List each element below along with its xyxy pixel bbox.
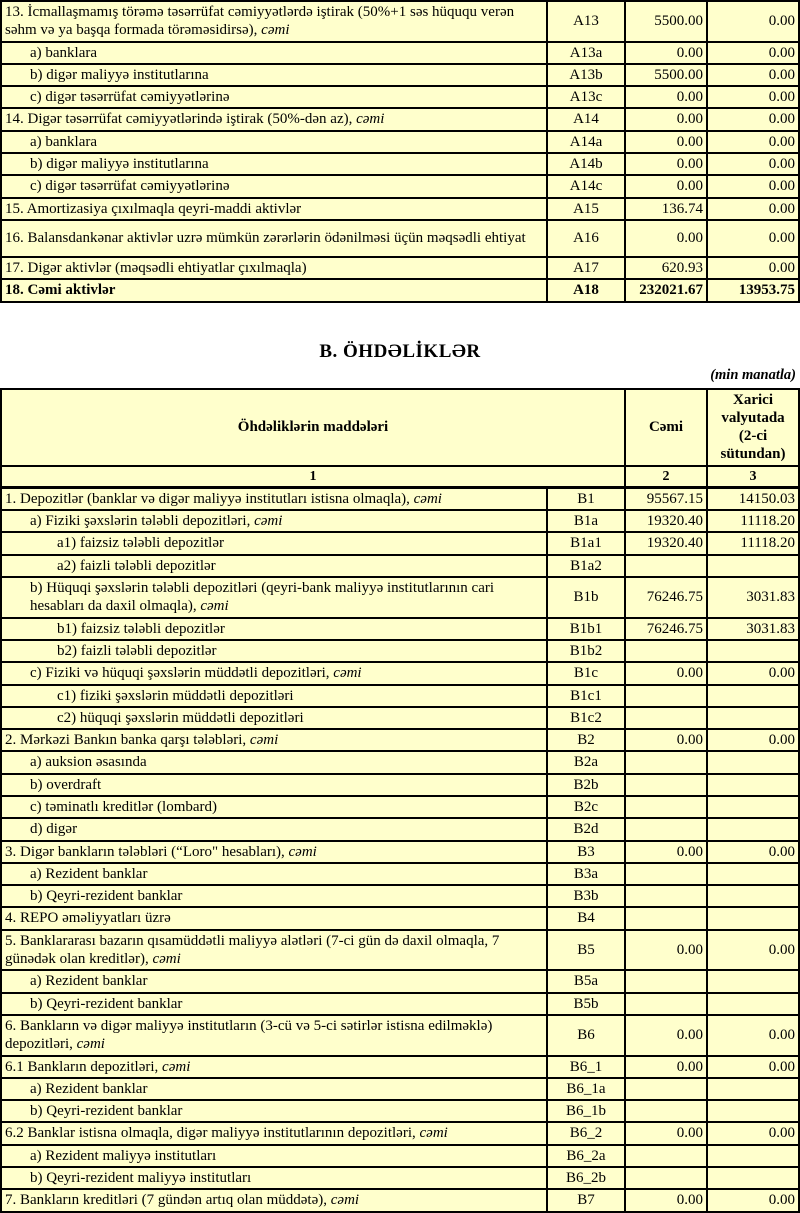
fx-value-cell: 0.00 <box>707 86 799 108</box>
item-code-cell: B6_2a <box>547 1145 625 1167</box>
item-label-italic-suffix: cəmi <box>254 513 283 530</box>
item-code-cell: A14c <box>547 175 625 197</box>
column-number-2: 2 <box>625 466 707 488</box>
item-label-italic-suffix: cəmi <box>419 1125 448 1142</box>
fx-value-cell: 0.00 <box>707 153 799 175</box>
table-row <box>1 532 799 554</box>
total-value-cell <box>625 685 707 707</box>
table-row <box>1 662 799 684</box>
fx-value-cell: 0.00 <box>707 729 799 751</box>
total-value-cell: 0.00 <box>625 729 707 751</box>
liabilities-table-body <box>1 487 799 1211</box>
item-label-cell: 6.1 Bankların depozitləri, cəmi <box>1 1056 547 1078</box>
table-row <box>1 1 799 42</box>
fx-value-cell <box>707 774 799 796</box>
item-label-cell: a) Rezident banklar <box>1 970 547 992</box>
item-code-cell: A14a <box>547 131 625 153</box>
item-code-cell: A16 <box>547 220 625 257</box>
table-row <box>1 86 799 108</box>
fx-value-cell: 0.00 <box>707 42 799 64</box>
fx-value-cell <box>707 640 799 662</box>
column-number-3: 3 <box>707 466 799 488</box>
fx-value-cell <box>707 907 799 929</box>
header-fx-label: Xarici valyutada (2-ci sütundan) <box>707 389 799 466</box>
item-code-cell: B1a <box>547 510 625 532</box>
fx-value-cell <box>707 818 799 840</box>
item-label-cell: 17. Digər aktivlər (məqsədli ehtiyatlar çıxılmaqla) <box>1 257 547 279</box>
item-label-italic-suffix: cəmi <box>330 1192 360 1209</box>
item-code-cell: B1 <box>547 487 625 510</box>
item-code-cell: B1c1 <box>547 685 625 707</box>
fx-value-cell <box>707 1100 799 1122</box>
total-value-cell: 0.00 <box>625 108 707 130</box>
table-row <box>1 907 799 929</box>
table-row <box>1 1015 799 1056</box>
fx-value-cell <box>707 1078 799 1100</box>
table-row <box>1 1167 799 1189</box>
item-label-italic-suffix: cəmi <box>76 1036 105 1053</box>
item-label-cell: d) digər <box>1 818 547 840</box>
table-row <box>1 1100 799 1122</box>
item-code-cell: B6_2b <box>547 1167 625 1189</box>
total-value-cell: 0.00 <box>625 662 707 684</box>
total-value-cell <box>625 1078 707 1100</box>
item-code-cell: B6_2 <box>547 1122 625 1144</box>
item-code-cell: B2b <box>547 774 625 796</box>
total-value-cell: 0.00 <box>625 220 707 257</box>
table-row <box>1 175 799 197</box>
total-value-cell: 19320.40 <box>625 532 707 554</box>
fx-value-cell: 0.00 <box>707 175 799 197</box>
total-value-cell: 620.93 <box>625 257 707 279</box>
total-value-cell: 0.00 <box>625 1189 707 1211</box>
table-row <box>1 510 799 532</box>
table-row <box>1 220 799 257</box>
total-value-cell: 0.00 <box>625 175 707 197</box>
item-label-cell: a2) faizli tələbli depozitlər <box>1 555 547 577</box>
item-code-cell: B1a1 <box>547 532 625 554</box>
total-value-cell <box>625 555 707 577</box>
table-row <box>1 279 799 301</box>
item-label-cell: b2) faizli tələbli depozitlər <box>1 640 547 662</box>
item-label-cell: 16. Balansdankənar aktivlər uzrə mümkün zərərlərin ödənilməsi üçün məqsədli ehtiyat <box>1 220 547 257</box>
table-row <box>1 885 799 907</box>
total-value-cell <box>625 907 707 929</box>
table-row <box>1 970 799 992</box>
table-row <box>1 555 799 577</box>
total-value-cell: 136.74 <box>625 198 707 220</box>
table-row <box>1 108 799 130</box>
item-label-cell: 1. Depozitlər (banklar və digər maliyyə institutları istisna olmaqla), cəmi <box>1 487 547 510</box>
item-code-cell: A14 <box>547 108 625 130</box>
item-code-cell: B6_1a <box>547 1078 625 1100</box>
item-code-cell: B1c2 <box>547 707 625 729</box>
assets-table <box>0 0 800 303</box>
total-value-cell: 0.00 <box>625 131 707 153</box>
table-row <box>1 153 799 175</box>
item-code-cell: B6_1b <box>547 1100 625 1122</box>
total-value-cell: 76246.75 <box>625 577 707 618</box>
item-code-cell: A13 <box>547 1 625 42</box>
table-row <box>1 42 799 64</box>
header-total-label: Cəmi <box>625 389 707 466</box>
item-code-cell: B1a2 <box>547 555 625 577</box>
item-code-cell: A13c <box>547 86 625 108</box>
fx-value-cell: 0.00 <box>707 1122 799 1144</box>
fx-value-cell <box>707 751 799 773</box>
item-code-cell: B2c <box>547 796 625 818</box>
total-value-cell <box>625 1167 707 1189</box>
fx-value-cell: 0.00 <box>707 1 799 42</box>
fx-value-cell: 14150.03 <box>707 487 799 510</box>
item-label-cell: 14. Digər təsərrüfat cəmiyyətlərində iştirak (50%-dən az), cəmi <box>1 108 547 130</box>
table-row <box>1 930 799 971</box>
unit-note: (min manatla) <box>710 366 796 383</box>
item-label-cell: 2. Mərkəzi Bankın banka qarşı tələbləri, cəmi <box>1 729 547 751</box>
total-value-cell: 19320.40 <box>625 510 707 532</box>
item-label-cell: a) auksion əsasında <box>1 751 547 773</box>
item-label-cell: b) Hüquqi şəxslərin tələbli depozitləri (qeyri-bank maliyyə institutlarının cari hesabları da daxil olmaqla), cəmi <box>1 577 547 618</box>
fx-value-cell <box>707 555 799 577</box>
item-code-cell: B5 <box>547 930 625 971</box>
item-label-italic-suffix: cəmi <box>200 598 229 615</box>
table-row <box>1 707 799 729</box>
item-code-cell: B7 <box>547 1189 625 1211</box>
table-row <box>1 487 799 510</box>
item-code-cell: B2d <box>547 818 625 840</box>
fx-value-cell <box>707 707 799 729</box>
total-value-cell: 5500.00 <box>625 64 707 86</box>
item-label-cell: c) Fiziki və hüquqi şəxslərin müddətli depozitləri, cəmi <box>1 662 547 684</box>
total-value-cell: 0.00 <box>625 86 707 108</box>
assets-table-body <box>1 1 799 302</box>
fx-value-cell <box>707 863 799 885</box>
item-code-cell: B1c <box>547 662 625 684</box>
fx-value-cell: 0.00 <box>707 64 799 86</box>
item-code-cell: B1b1 <box>547 618 625 640</box>
table-row <box>1 64 799 86</box>
total-value-cell <box>625 774 707 796</box>
item-code-cell: B1b <box>547 577 625 618</box>
item-label-cell: b) digər maliyyə institutlarına <box>1 64 547 86</box>
total-value-cell: 0.00 <box>625 841 707 863</box>
item-label-cell: a) banklara <box>1 42 547 64</box>
item-code-cell: A18 <box>547 279 625 301</box>
item-code-cell: B3a <box>547 863 625 885</box>
item-code-cell: A17 <box>547 257 625 279</box>
table-row <box>1 796 799 818</box>
table-row <box>1 618 799 640</box>
item-code-cell: B4 <box>547 907 625 929</box>
fx-value-cell: 0.00 <box>707 1056 799 1078</box>
total-value-cell <box>625 751 707 773</box>
header-items-label: Öhdəliklərin maddələri <box>1 389 625 466</box>
table-row <box>1 729 799 751</box>
item-label-cell: 3. Digər bankların tələbləri (“Loro" hesabları), cəmi <box>1 841 547 863</box>
item-label-italic-suffix: cəmi <box>261 22 290 39</box>
fx-value-cell <box>707 685 799 707</box>
item-code-cell: A15 <box>547 198 625 220</box>
table-row <box>1 577 799 618</box>
fx-value-cell: 3031.83 <box>707 577 799 618</box>
fx-value-cell: 0.00 <box>707 257 799 279</box>
item-label-cell: 6. Bankların və digər maliyyə institutların (3-cü və 5-ci sətirlər istisna edilməklə) depozitləri, cəmi <box>1 1015 547 1056</box>
item-label-cell: 4. REPO əməliyyatları üzrə <box>1 907 547 929</box>
total-value-cell <box>625 640 707 662</box>
fx-value-cell <box>707 796 799 818</box>
fx-value-cell <box>707 970 799 992</box>
item-label-cell: c) digər təsərrüfat cəmiyyətlərinə <box>1 86 547 108</box>
item-label-italic-suffix: cəmi <box>413 490 442 507</box>
item-label-italic-suffix: cəmi <box>162 1058 191 1075</box>
fx-value-cell: 0.00 <box>707 841 799 863</box>
total-value-cell <box>625 863 707 885</box>
liabilities-header-row <box>1 389 799 466</box>
table-row <box>1 841 799 863</box>
table-row <box>1 993 799 1015</box>
fx-value-cell: 3031.83 <box>707 618 799 640</box>
total-value-cell <box>625 1145 707 1167</box>
total-value-cell <box>625 993 707 1015</box>
item-label-cell: 7. Bankların kreditləri (7 gündən artıq olan müddətə), cəmi <box>1 1189 547 1211</box>
total-value-cell <box>625 707 707 729</box>
total-value-cell: 76246.75 <box>625 618 707 640</box>
item-label-cell: b) digər maliyyə institutlarına <box>1 153 547 175</box>
item-label-cell: b) Qeyri-rezident banklar <box>1 885 547 907</box>
fx-value-cell: 0.00 <box>707 108 799 130</box>
item-label-cell: c2) hüquqi şəxslərin müddətli depozitləri <box>1 707 547 729</box>
item-label-cell: 13. İcmallaşmamış törəmə təsərrüfat cəmiyyətlərdə iştirak (50%+1 səs hüququ verən səhm və ya başqa formada törəməsidirsə), cəmi <box>1 1 547 42</box>
item-label-italic-suffix: cəmi <box>288 843 317 860</box>
table-row <box>1 257 799 279</box>
item-code-cell: B3b <box>547 885 625 907</box>
fx-value-cell: 11118.20 <box>707 510 799 532</box>
item-label-cell: b) Qeyri-rezident banklar <box>1 1100 547 1122</box>
item-code-cell: B5b <box>547 993 625 1015</box>
item-label-cell: c) təminatlı kreditlər (lombard) <box>1 796 547 818</box>
item-code-cell: B2a <box>547 751 625 773</box>
item-label-italic-suffix: cəmi <box>152 951 181 968</box>
item-label-cell: a1) faizsiz tələbli depozitlər <box>1 532 547 554</box>
item-label-italic-suffix: cəmi <box>333 665 362 682</box>
total-value-cell <box>625 796 707 818</box>
fx-value-cell <box>707 993 799 1015</box>
fx-value-cell: 0.00 <box>707 930 799 971</box>
total-value-cell: 0.00 <box>625 1056 707 1078</box>
item-label-italic-suffix: cəmi <box>249 732 279 749</box>
item-label-cell: c) digər təsərrüfat cəmiyyətlərinə <box>1 175 547 197</box>
fx-value-cell: 13953.75 <box>707 279 799 301</box>
item-code-cell: B1b2 <box>547 640 625 662</box>
table-row <box>1 1189 799 1211</box>
total-value-cell: 0.00 <box>625 42 707 64</box>
item-code-cell: B6_1 <box>547 1056 625 1078</box>
fx-value-cell: 0.00 <box>707 1015 799 1056</box>
table-row <box>1 1122 799 1144</box>
item-label-italic-suffix: cəmi <box>356 111 385 128</box>
table-row <box>1 1056 799 1078</box>
table-row <box>1 1078 799 1100</box>
item-label-cell: b) Qeyri-rezident banklar <box>1 993 547 1015</box>
fx-value-cell <box>707 1167 799 1189</box>
fx-value-cell: 11118.20 <box>707 532 799 554</box>
item-label-cell: b1) faizsiz tələbli depozitlər <box>1 618 547 640</box>
item-label-cell: 18. Cəmi aktivlər <box>1 279 547 301</box>
table-row <box>1 751 799 773</box>
fx-value-cell <box>707 1145 799 1167</box>
fx-value-cell: 0.00 <box>707 662 799 684</box>
fx-value-cell <box>707 885 799 907</box>
total-value-cell: 0.00 <box>625 1122 707 1144</box>
item-label-cell: 15. Amortizasiya çıxılmaqla qeyri-maddi aktivlər <box>1 198 547 220</box>
total-value-cell: 95567.15 <box>625 487 707 510</box>
total-value-cell: 0.00 <box>625 153 707 175</box>
item-label-cell: a) Rezident banklar <box>1 863 547 885</box>
total-value-cell <box>625 818 707 840</box>
item-code-cell: B5a <box>547 970 625 992</box>
item-code-cell: A13a <box>547 42 625 64</box>
total-value-cell <box>625 970 707 992</box>
table-row <box>1 1145 799 1167</box>
column-numbers-row <box>1 466 799 488</box>
table-row <box>1 863 799 885</box>
item-label-cell: a) Rezident maliyyə institutları <box>1 1145 547 1167</box>
item-label-cell: b) overdraft <box>1 774 547 796</box>
item-label-cell: a) Fiziki şəxslərin tələbli depozitləri, cəmi <box>1 510 547 532</box>
item-label-cell: a) banklara <box>1 131 547 153</box>
item-code-cell: B6 <box>547 1015 625 1056</box>
total-value-cell: 0.00 <box>625 1015 707 1056</box>
total-value-cell: 232021.67 <box>625 279 707 301</box>
total-value-cell: 5500.00 <box>625 1 707 42</box>
total-value-cell <box>625 885 707 907</box>
table-row <box>1 774 799 796</box>
item-code-cell: B2 <box>547 729 625 751</box>
column-number-1: 1 <box>1 466 625 488</box>
item-code-cell: A13b <box>547 64 625 86</box>
total-value-cell <box>625 1100 707 1122</box>
table-row <box>1 818 799 840</box>
fx-value-cell: 0.00 <box>707 198 799 220</box>
fx-value-cell: 0.00 <box>707 220 799 257</box>
liabilities-table <box>0 388 800 1213</box>
item-label-cell: a) Rezident banklar <box>1 1078 547 1100</box>
total-value-cell: 0.00 <box>625 930 707 971</box>
table-row <box>1 198 799 220</box>
table-row <box>1 131 799 153</box>
section-b-title: B. ÖHDƏLİKLƏR <box>319 340 481 362</box>
item-label-cell: 5. Banklararası bazarın qısamüddətli maliyyə alətləri (7-ci gün də daxil olmaqla, 7 günədək olan kreditlər), cəmi <box>1 930 547 971</box>
item-label-cell: b) Qeyri-rezident maliyyə institutları <box>1 1167 547 1189</box>
item-label-cell: 6.2 Banklar istisna olmaqla, digər maliyyə institutlarının depozitləri, cəmi <box>1 1122 547 1144</box>
table-row <box>1 640 799 662</box>
item-label-cell: c1) fiziki şəxslərin müddətli depozitləri <box>1 685 547 707</box>
fx-value-cell: 0.00 <box>707 1189 799 1211</box>
table-row <box>1 685 799 707</box>
fx-value-cell: 0.00 <box>707 131 799 153</box>
item-code-cell: A14b <box>547 153 625 175</box>
item-code-cell: B3 <box>547 841 625 863</box>
